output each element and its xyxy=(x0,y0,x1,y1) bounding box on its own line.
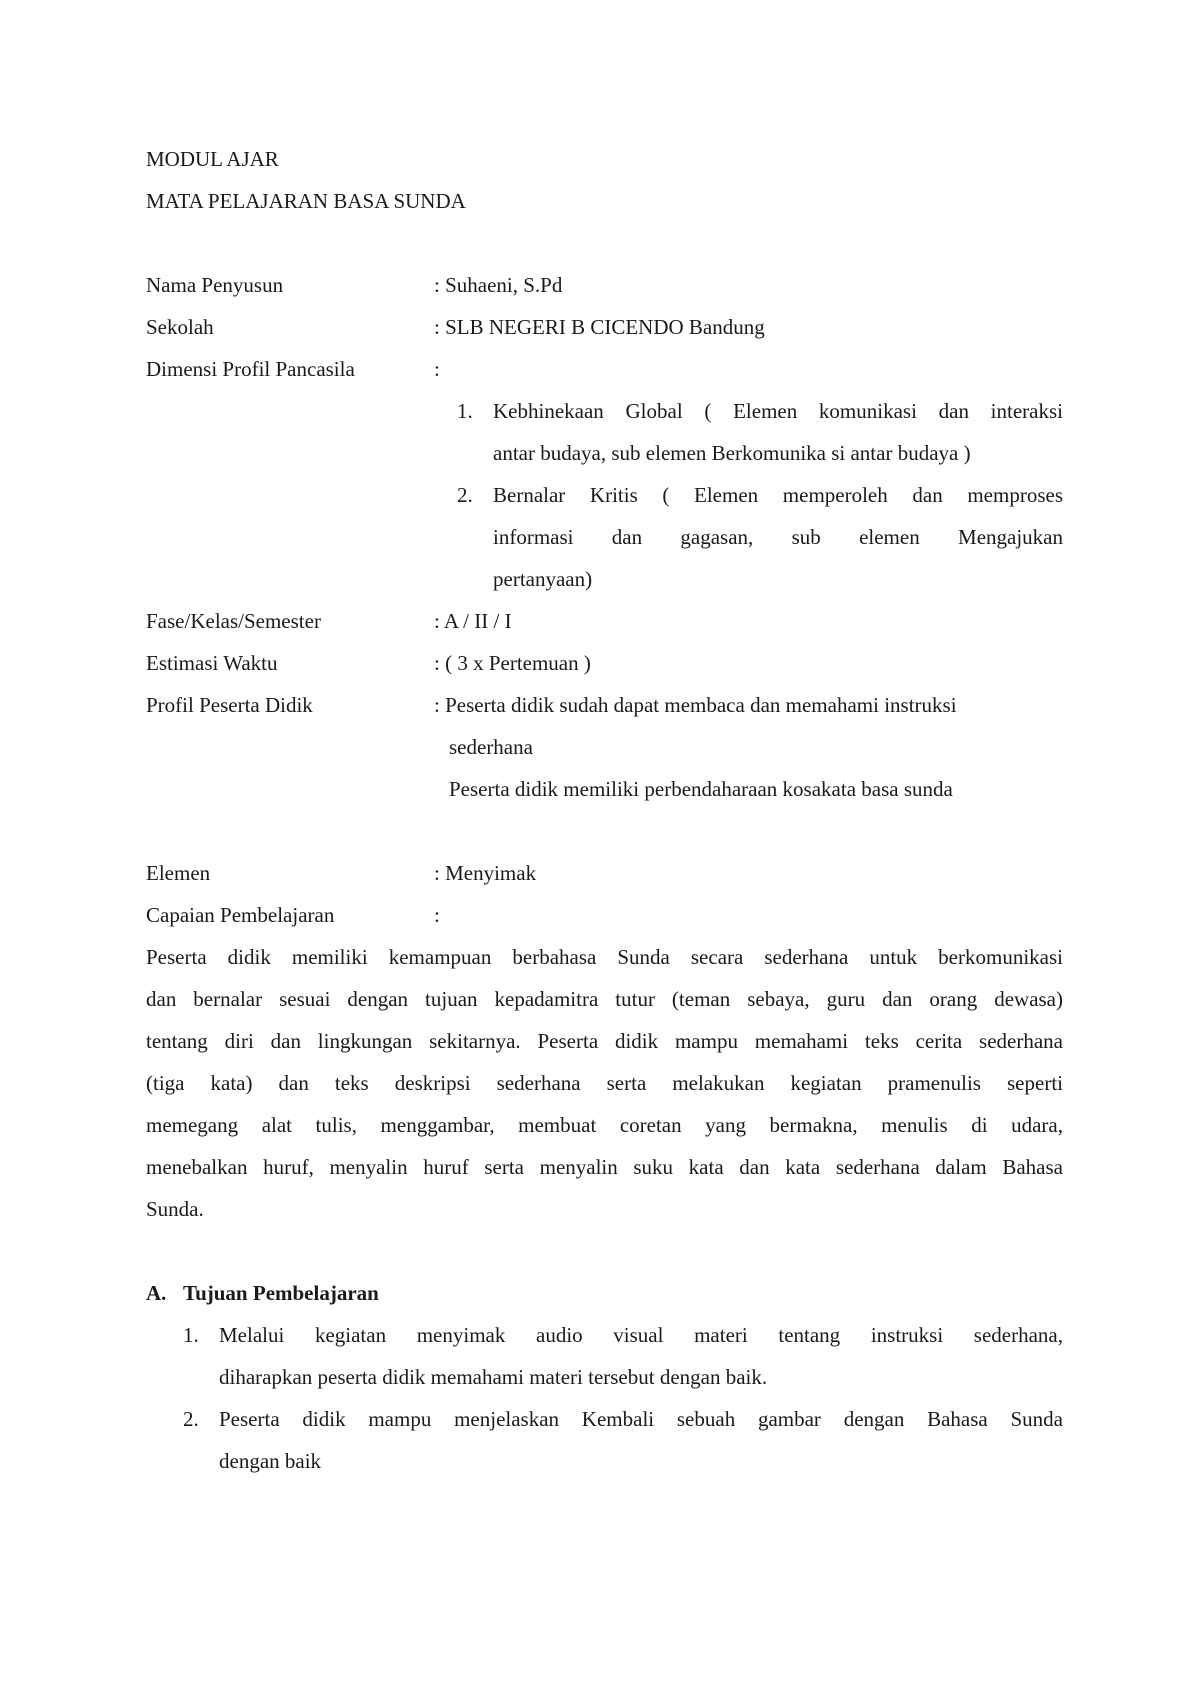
dimensi-item-line: Kebhinekaan Global ( Elemen komunikasi dan interaksi xyxy=(493,399,1063,423)
document-subtitle: MATA PELAJARAN BASA SUNDA xyxy=(146,189,466,213)
capaian-value: : xyxy=(434,903,440,927)
capaian-paragraph-line: dan bernalar sesuai dengan tujuan kepadamitra tutur (teman sebaya, guru dan orang dewasa) xyxy=(146,987,1063,1011)
profil-label: Profil Peserta Didik xyxy=(146,693,313,717)
dimensi-item-line: Bernalar Kritis ( Elemen memperoleh dan memproses xyxy=(493,483,1063,507)
waktu-label: Estimasi Waktu xyxy=(146,651,278,675)
capaian-paragraph-line: Peserta didik memiliki kemampuan berbahasa Sunda secara sederhana untuk berkomunikasi xyxy=(146,945,1063,969)
section-a-title: Tujuan Pembelajaran xyxy=(183,1281,379,1305)
penyusun-value: : Suhaeni, S.Pd xyxy=(434,273,563,297)
section-a-letter: A. xyxy=(146,1281,167,1305)
dimensi-item-number: 2. xyxy=(457,483,473,507)
tujuan-item-line: Melalui kegiatan menyimak audio visual materi tentang instruksi sederhana, xyxy=(219,1323,1063,1347)
fase-value: : A / II / I xyxy=(434,609,512,633)
profil-value-line: : Peserta didik sudah dapat membaca dan memahami instruksi xyxy=(434,693,957,717)
capaian-paragraph-line: menebalkan huruf, menyalin huruf serta menyalin suku kata dan kata sederhana dalam Bahasa xyxy=(146,1155,1063,1179)
elemen-label: Elemen xyxy=(146,861,211,885)
tujuan-item-line: diharapkan peserta didik memahami materi tersebut dengan baik. xyxy=(219,1365,768,1389)
waktu-value: : ( 3 x Pertemuan ) xyxy=(434,651,591,675)
fase-label: Fase/Kelas/Semester xyxy=(146,609,321,633)
capaian-paragraph-line: (tiga kata) dan teks deskripsi sederhana serta melakukan kegiatan pramenulis seperti xyxy=(146,1071,1063,1095)
capaian-label: Capaian Pembelajaran xyxy=(146,903,335,927)
profil-value-line: Peserta didik memiliki perbendaharaan kosakata basa sunda xyxy=(449,777,953,801)
capaian-paragraph-line: memegang alat tulis, menggambar, membuat coretan yang bermakna, menulis di udara, xyxy=(146,1113,1063,1137)
dimensi-label: Dimensi Profil Pancasila xyxy=(146,357,355,381)
penyusun-label: Nama Penyusun xyxy=(146,273,284,297)
profil-value-line: sederhana xyxy=(449,735,533,759)
sekolah-label: Sekolah xyxy=(146,315,214,339)
elemen-value: : Menyimak xyxy=(434,861,537,885)
dimensi-item-line: pertanyaan) xyxy=(493,567,593,591)
tujuan-item-number: 1. xyxy=(183,1323,199,1347)
capaian-paragraph-line: tentang diri dan lingkungan sekitarnya. Peserta didik mampu memahami teks cerita sederhana xyxy=(146,1029,1063,1053)
dimensi-item-line: antar budaya, sub elemen Berkomunika si antar budaya ) xyxy=(493,441,971,465)
tujuan-item-line: Peserta didik mampu menjelaskan Kembali sebuah gambar dengan Bahasa Sunda xyxy=(219,1407,1063,1431)
dimensi-item-line: informasi dan gagasan, sub elemen Mengajukan xyxy=(493,525,1063,549)
dimensi-item-number: 1. xyxy=(457,399,473,423)
tujuan-item-number: 2. xyxy=(183,1407,199,1431)
document-title: MODUL AJAR xyxy=(146,147,279,171)
tujuan-item-line: dengan baik xyxy=(219,1449,322,1473)
capaian-paragraph-line: Sunda. xyxy=(146,1197,204,1221)
sekolah-value: : SLB NEGERI B CICENDO Bandung xyxy=(434,315,765,339)
dimensi-value: : xyxy=(434,357,440,381)
